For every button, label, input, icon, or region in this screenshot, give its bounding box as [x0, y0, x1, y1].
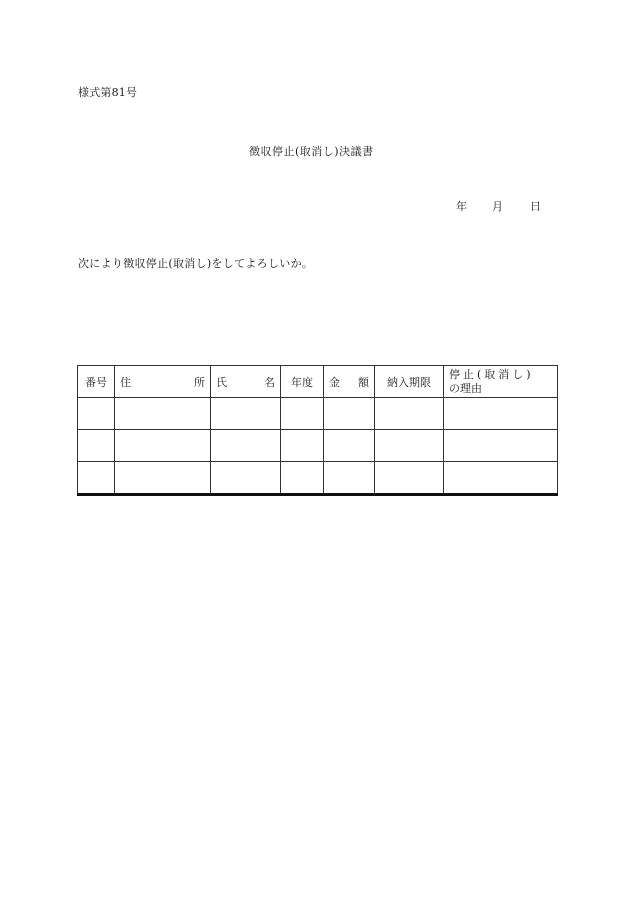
header-amount — [324, 366, 375, 398]
cell-name — [211, 430, 281, 462]
date-line — [456, 198, 541, 214]
header-name-right: 名 — [264, 375, 275, 389]
cell-due-date — [375, 430, 444, 462]
table-header-row — [78, 366, 558, 398]
cell-amount — [324, 462, 375, 495]
intro-text: 次により徴収停止(取消し)をしてよろしいか。 — [78, 257, 314, 270]
cell-fiscal-year — [281, 462, 324, 495]
cell-fiscal-year — [281, 398, 324, 430]
header-reason-line2: の理由 — [449, 381, 482, 395]
document-title: 徴収停止(取消し)決議書 — [249, 145, 374, 158]
cell-name — [211, 398, 281, 430]
cell-amount — [324, 430, 375, 462]
table-row — [78, 398, 558, 430]
header-name-left: 氏 — [216, 375, 227, 389]
cell-number — [78, 398, 115, 430]
cell-address — [115, 398, 211, 430]
cell-amount — [324, 398, 375, 430]
header-fiscal-year: 年度 — [281, 366, 324, 398]
header-address-left: 住 — [120, 375, 131, 389]
cell-fiscal-year — [281, 430, 324, 462]
cell-address — [115, 430, 211, 462]
date-day-label: 日 — [530, 200, 541, 213]
header-name — [211, 366, 281, 398]
cell-address — [115, 462, 211, 495]
cell-due-date — [375, 462, 444, 495]
header-address-right: 所 — [194, 375, 205, 389]
header-address — [115, 366, 211, 398]
table-row — [78, 430, 558, 462]
header-reason-line1: 停止(取消し) — [449, 367, 534, 381]
form-number: 様式第81号 — [78, 86, 138, 99]
cell-reason — [444, 462, 558, 495]
cell-name — [211, 462, 281, 495]
header-reason — [444, 366, 558, 398]
date-year-label: 年 — [456, 200, 467, 213]
header-amount-right: 額 — [358, 375, 369, 389]
date-month-label: 月 — [492, 200, 503, 213]
decision-table — [77, 365, 558, 496]
header-due-date: 納入期限 — [375, 366, 444, 398]
cell-reason — [444, 398, 558, 430]
header-number: 番号 — [78, 366, 115, 398]
table-row — [78, 462, 558, 495]
cell-number — [78, 462, 115, 495]
cell-due-date — [375, 398, 444, 430]
header-amount-left: 金 — [329, 375, 340, 389]
cell-reason — [444, 430, 558, 462]
cell-number — [78, 430, 115, 462]
